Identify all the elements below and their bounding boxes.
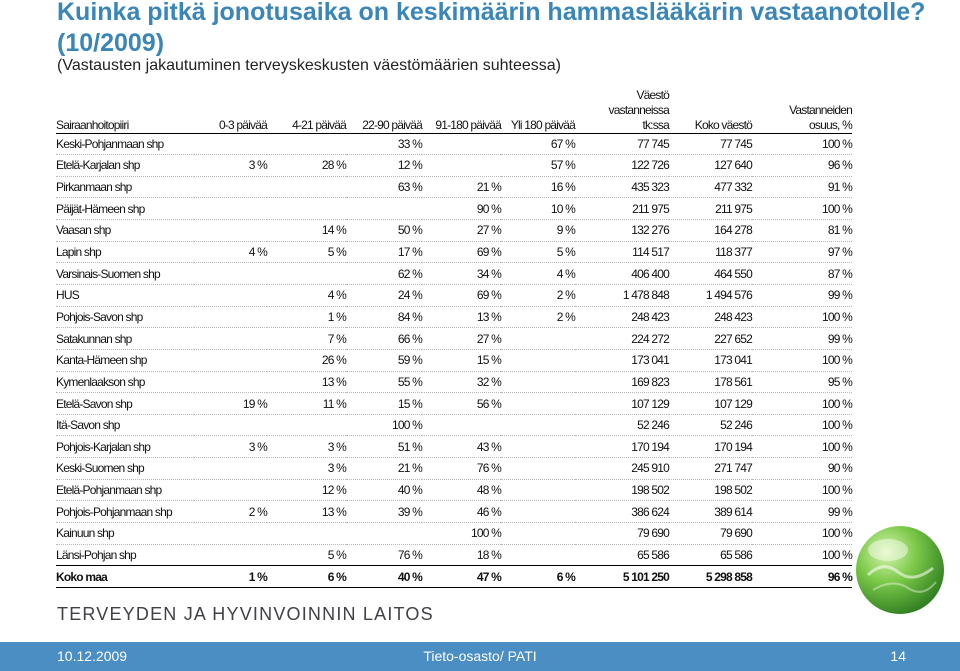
table-cell xyxy=(194,263,267,285)
table-cell: 100 % xyxy=(821,136,852,151)
table-cell xyxy=(194,414,267,436)
table-cell: 2 % xyxy=(556,309,575,324)
table-row xyxy=(56,501,852,523)
footer-department: Tieto-osasto/ PATI xyxy=(423,648,537,664)
table-cell: Pirkanmaan shp xyxy=(56,180,132,195)
table-cell xyxy=(346,198,422,220)
table-cell: Lapin shp xyxy=(56,245,101,260)
table-cell: 5 298 858 xyxy=(705,569,752,584)
table-cell xyxy=(194,544,267,566)
table-cell: Päijät-Hämeen shp xyxy=(56,201,145,216)
table-cell: Etelä-Karjalan shp xyxy=(56,158,140,173)
table-row xyxy=(56,263,852,285)
column-header-line: Vastanneiden xyxy=(789,102,852,117)
table-cell: 100 % xyxy=(391,418,422,433)
table-cell: 99 % xyxy=(827,504,852,519)
table-cell: 6 % xyxy=(327,569,346,584)
table-row xyxy=(56,198,852,220)
table-cell: 114 517 xyxy=(632,245,669,260)
table-cell: 198 502 xyxy=(714,483,752,498)
table-cell: 7 % xyxy=(327,331,346,346)
footer-bar xyxy=(0,642,960,671)
table-row xyxy=(56,371,852,393)
table-cell: 12 % xyxy=(321,483,346,498)
table-cell: 66 % xyxy=(397,331,422,346)
table-cell: 100 % xyxy=(821,547,852,562)
table-cell: 76 % xyxy=(476,461,501,476)
table-cell: 51 % xyxy=(397,439,422,454)
table-cell: 33 % xyxy=(397,136,422,151)
table-cell: Etelä-Pohjanmaan shp xyxy=(56,483,162,498)
table-cell: 1 % xyxy=(327,309,346,324)
table-cell: 59 % xyxy=(397,353,422,368)
table-cell: 84 % xyxy=(397,309,422,324)
table-cell: 4 % xyxy=(556,266,575,281)
table-cell: 3 % xyxy=(327,461,346,476)
table-row xyxy=(56,328,852,350)
table-row xyxy=(56,393,852,415)
table-cell: 1 494 576 xyxy=(705,288,752,303)
table-cell: 248 423 xyxy=(714,309,752,324)
table-cell: 178 561 xyxy=(714,374,752,389)
table-cell xyxy=(194,458,267,480)
table-cell: 224 272 xyxy=(631,331,669,346)
table-cell: 5 % xyxy=(327,245,346,260)
table-cell: Kanta-Hämeen shp xyxy=(56,353,147,368)
table-cell: Etelä-Savon shp xyxy=(56,396,133,411)
table-cell: 170 194 xyxy=(714,439,752,454)
table-cell: 56 % xyxy=(476,396,501,411)
table-cell xyxy=(501,544,575,566)
table-cell: 91 % xyxy=(827,180,852,195)
table-cell xyxy=(267,198,346,220)
table-cell xyxy=(194,284,267,306)
table-cell: 164 278 xyxy=(714,223,752,238)
table-row xyxy=(56,523,852,545)
table-cell: 32 % xyxy=(476,374,501,389)
table-cell: 43 % xyxy=(476,439,501,454)
table-cell: 39 % xyxy=(397,504,422,519)
table-cell: 96 % xyxy=(827,158,852,173)
table-cell: Keski-Suomen shp xyxy=(56,461,144,476)
table-cell: 464 550 xyxy=(714,266,752,281)
table-cell xyxy=(267,133,346,155)
column-header-line: Sairaanhoitopiiri xyxy=(56,117,129,132)
table-cell xyxy=(194,220,267,242)
table-cell: 17 % xyxy=(397,245,422,260)
table-row xyxy=(56,284,852,306)
column-header-line: Koko väestö xyxy=(694,117,752,132)
table-cell: 46 % xyxy=(476,504,501,519)
table-cell: 27 % xyxy=(476,331,501,346)
page-number: 14 xyxy=(890,648,906,664)
column-header-line: 91-180 päivää xyxy=(435,117,501,132)
data-table xyxy=(56,78,852,588)
column-header-line: tk:ssa xyxy=(642,117,669,132)
column-header-line: 4-21 päivää xyxy=(292,117,346,132)
table-cell: 28 % xyxy=(321,158,346,173)
table-cell: 386 624 xyxy=(631,504,669,519)
table-cell: Pohjois-Pohjanmaan shp xyxy=(56,504,172,519)
table-cell: 100 % xyxy=(821,396,852,411)
table-cell: 63 % xyxy=(397,180,422,195)
table-cell: 127 640 xyxy=(714,158,752,173)
table-cell xyxy=(194,328,267,350)
table-cell xyxy=(267,176,346,198)
table-cell: 69 % xyxy=(476,245,501,260)
column-header xyxy=(56,78,194,133)
table-cell: 107 129 xyxy=(714,396,752,411)
table-cell: 1 478 848 xyxy=(622,288,669,303)
table-cell: Vaasan shp xyxy=(56,223,111,238)
column-header xyxy=(346,78,422,133)
table-cell: 65 586 xyxy=(720,547,752,562)
table-cell xyxy=(501,328,575,350)
table-cell: 67 % xyxy=(550,136,575,151)
table-cell: 99 % xyxy=(827,331,852,346)
table-row xyxy=(56,436,852,458)
column-header xyxy=(575,78,669,133)
column-header xyxy=(752,78,852,133)
table-cell xyxy=(501,501,575,523)
table-cell: 389 614 xyxy=(714,504,752,519)
table-row xyxy=(56,544,852,566)
table-cell: 100 % xyxy=(821,309,852,324)
table-cell: 19 % xyxy=(242,396,267,411)
table-cell: 55 % xyxy=(397,374,422,389)
page-subtitle: (Vastausten jakautuminen terveyskeskusten väestömäärien suhteessa) xyxy=(57,57,561,74)
table-cell: 4 % xyxy=(248,245,267,260)
table-cell: 24 % xyxy=(397,288,422,303)
table-cell: Keski-Pohjanmaan shp xyxy=(56,136,164,151)
table-cell: 1 % xyxy=(248,569,267,584)
table-row xyxy=(56,155,852,177)
table-cell: 76 % xyxy=(397,547,422,562)
table-cell: 15 % xyxy=(397,396,422,411)
table-cell: 97 % xyxy=(827,245,852,260)
table-cell: 435 323 xyxy=(631,180,669,195)
column-header xyxy=(194,78,267,133)
table-cell xyxy=(267,523,346,545)
table-cell xyxy=(194,198,267,220)
table-cell xyxy=(422,133,501,155)
table-cell: 248 423 xyxy=(631,309,669,324)
table-cell: 65 586 xyxy=(637,547,669,562)
table-cell: 47 % xyxy=(476,569,501,584)
column-header-line: Väestö xyxy=(636,87,669,102)
table-cell: 100 % xyxy=(470,526,501,541)
table-row xyxy=(56,133,852,155)
column-header-line: Yli 180 päivää xyxy=(510,117,575,132)
table-cell: 34 % xyxy=(476,266,501,281)
table-cell: 81 % xyxy=(827,223,852,238)
table-row xyxy=(56,306,852,328)
table-cell: 62 % xyxy=(397,266,422,281)
table-cell: 198 502 xyxy=(631,483,669,498)
column-header xyxy=(501,78,575,133)
table-row xyxy=(56,349,852,371)
table-cell: 79 690 xyxy=(720,526,752,541)
table-cell: 100 % xyxy=(821,483,852,498)
table-cell xyxy=(501,479,575,501)
table-cell: Pohjois-Savon shp xyxy=(56,309,143,324)
table-cell: 40 % xyxy=(397,483,422,498)
table-cell: 271 747 xyxy=(714,461,752,476)
table-cell: 5 101 250 xyxy=(622,569,669,584)
table-cell: 99 % xyxy=(827,288,852,303)
table-cell: 48 % xyxy=(476,483,501,498)
table-cell xyxy=(501,371,575,393)
table-cell xyxy=(501,414,575,436)
table-cell xyxy=(346,523,422,545)
table-cell: 16 % xyxy=(550,180,575,195)
table-cell xyxy=(194,133,267,155)
table-cell: 18 % xyxy=(476,547,501,562)
table-cell: 14 % xyxy=(321,223,346,238)
table-cell: 107 129 xyxy=(631,396,669,411)
table-cell: 4 % xyxy=(327,288,346,303)
table-cell xyxy=(501,393,575,415)
table-cell: Kainuun shp xyxy=(56,526,114,541)
table-cell: Satakunnan shp xyxy=(56,331,132,346)
table-cell xyxy=(422,155,501,177)
table-cell: 12 % xyxy=(397,158,422,173)
page-title: Kuinka pitkä jonotusaika on keskimäärin hammaslääkärin vastaanotolle? (10/2009) xyxy=(57,0,926,57)
table-cell: 15 % xyxy=(476,353,501,368)
table-cell: 245 910 xyxy=(631,461,669,476)
column-header xyxy=(267,78,346,133)
table-cell: 173 041 xyxy=(631,353,669,368)
table-cell: Varsinais-Suomen shp xyxy=(56,266,160,281)
table-cell: 118 377 xyxy=(715,245,752,260)
table-cell: 477 332 xyxy=(714,180,752,195)
column-header xyxy=(669,78,752,133)
table-cell: 122 726 xyxy=(631,158,669,173)
table-cell: 27 % xyxy=(476,223,501,238)
table-cell: 2 % xyxy=(556,288,575,303)
table-cell: 6 % xyxy=(556,569,575,584)
organization-logo: TERVEYDEN JA HYVINVOINNIN LAITOS xyxy=(57,604,434,624)
table-row xyxy=(56,479,852,501)
table-cell: 40 % xyxy=(397,569,422,584)
table-cell: 169 823 xyxy=(631,374,669,389)
column-header-line: vastanneissa xyxy=(608,102,669,117)
table-cell xyxy=(194,479,267,501)
table-body xyxy=(56,133,852,587)
table-cell: Länsi-Pohjan shp xyxy=(56,547,136,562)
table-cell: 69 % xyxy=(476,288,501,303)
table-cell: 77 745 xyxy=(720,136,752,151)
table-total-row xyxy=(56,566,852,588)
table-cell xyxy=(501,349,575,371)
table-cell: 57 % xyxy=(550,158,575,173)
table-header-row xyxy=(56,78,852,133)
footer-date: 10.12.2009 xyxy=(57,648,128,664)
table-row xyxy=(56,241,852,263)
table-cell: 211 975 xyxy=(632,201,669,216)
table-cell: 11 % xyxy=(322,396,346,411)
table-cell: Pohjois-Karjalan shp xyxy=(56,439,151,454)
table-cell: 52 246 xyxy=(637,418,669,433)
table-cell xyxy=(501,458,575,480)
table-cell: 50 % xyxy=(397,223,422,238)
table-cell xyxy=(194,349,267,371)
table-cell: 10 % xyxy=(550,201,575,216)
table-row xyxy=(56,414,852,436)
table-cell: 90 % xyxy=(827,461,852,476)
table-cell: 21 % xyxy=(397,461,422,476)
table-cell: 95 % xyxy=(827,374,852,389)
column-header-line: 0-3 päivää xyxy=(218,117,267,132)
table-cell xyxy=(194,176,267,198)
table-cell: 9 % xyxy=(556,223,575,238)
green-globe-icon xyxy=(848,520,948,620)
table-cell: 13 % xyxy=(321,374,346,389)
table-cell: 2 % xyxy=(248,504,267,519)
table-row xyxy=(56,220,852,242)
table-cell: 5 % xyxy=(327,547,346,562)
table-cell xyxy=(194,371,267,393)
table-cell: 87 % xyxy=(827,266,852,281)
table-cell: 13 % xyxy=(476,309,501,324)
table-cell: 90 % xyxy=(476,201,501,216)
column-header-line: osuus, % xyxy=(809,117,852,132)
table-cell: 170 194 xyxy=(631,439,669,454)
table-cell: 100 % xyxy=(821,201,852,216)
table-row xyxy=(56,458,852,480)
table-cell: 100 % xyxy=(821,418,852,433)
table-cell: 13 % xyxy=(321,504,346,519)
table-cell: 227 652 xyxy=(714,331,752,346)
column-header xyxy=(422,78,501,133)
table-cell: HUS xyxy=(56,288,79,303)
table-cell: 5 % xyxy=(556,245,575,260)
table-cell: 52 246 xyxy=(720,418,752,433)
table-cell: 3 % xyxy=(248,158,267,173)
table-cell xyxy=(501,523,575,545)
table-cell: 77 745 xyxy=(637,136,669,151)
table-cell: 100 % xyxy=(821,439,852,454)
table-cell: 100 % xyxy=(821,353,852,368)
table-cell: Itä-Savon shp xyxy=(56,418,120,433)
table-cell xyxy=(194,523,267,545)
table-cell xyxy=(267,263,346,285)
table-cell xyxy=(194,306,267,328)
table-cell xyxy=(422,414,501,436)
table-cell: Koko maa xyxy=(56,569,107,584)
table-cell: 21 % xyxy=(476,180,501,195)
table-cell: 173 041 xyxy=(714,353,752,368)
table-cell: 79 690 xyxy=(637,526,669,541)
table-cell: Kymenlaakson shp xyxy=(56,374,145,389)
table-cell: 3 % xyxy=(248,439,267,454)
column-header-line: 22-90 päivää xyxy=(362,117,422,132)
table-cell: 211 975 xyxy=(715,201,752,216)
table-cell: 132 276 xyxy=(631,223,669,238)
table-cell: 406 400 xyxy=(631,266,669,281)
table-row xyxy=(56,176,852,198)
table-cell: 26 % xyxy=(321,353,346,368)
table-cell: 100 % xyxy=(821,526,852,541)
table-cell: 3 % xyxy=(327,439,346,454)
table-cell xyxy=(501,436,575,458)
table-cell xyxy=(267,414,346,436)
table-cell: 96 % xyxy=(827,569,852,584)
